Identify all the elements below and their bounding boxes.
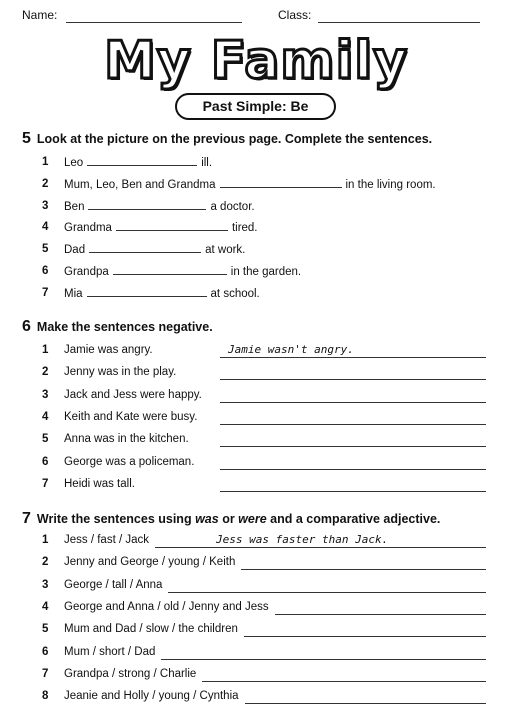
subtitle-badge: Past Simple: Be <box>175 93 336 120</box>
item-number: 7 <box>42 286 49 299</box>
prompt: George / tall / Anna <box>64 578 163 591</box>
item-number: 1 <box>42 156 49 168</box>
sentence-start: Mum, Leo, Ben and Grandma <box>64 178 216 191</box>
sentence <box>64 221 258 234</box>
answer-line[interactable] <box>244 624 486 637</box>
sentence: Jenny was in the play. <box>64 366 177 379</box>
answer-blank[interactable] <box>87 287 207 297</box>
answer-blank[interactable] <box>113 265 227 275</box>
sentence-start: Ben <box>64 200 85 213</box>
prompt: Mum and Dad / slow / the children <box>64 623 238 636</box>
sentence-end: a doctor. <box>210 200 255 213</box>
item-number: 7 <box>42 667 49 680</box>
sentence-end: in the living room. <box>345 178 436 191</box>
example-answer: Jamie wasn't angry. <box>228 343 354 356</box>
sentence-start: Dad <box>64 244 86 257</box>
answer-line[interactable] <box>168 580 486 593</box>
sentence-start: Leo <box>64 157 84 169</box>
sentence <box>64 156 212 169</box>
sentence: Keith and Kate were busy. <box>64 410 198 423</box>
item-number: 4 <box>42 410 49 423</box>
prompt: Mum / short / Dad <box>64 645 156 658</box>
sentence-end: at work. <box>205 244 246 257</box>
answer-line[interactable] <box>202 669 486 682</box>
sentence <box>64 265 301 278</box>
item-number: 6 <box>42 455 49 468</box>
answer-line[interactable] <box>220 457 486 470</box>
answer-line[interactable] <box>220 479 486 492</box>
answer-line[interactable] <box>161 647 486 660</box>
sentence-end: tired. <box>231 222 258 235</box>
answer-line[interactable] <box>220 412 486 425</box>
prompt: Jeanie and Holly / young / Cynthia <box>64 690 239 703</box>
prompt: Jess / fast / Jack <box>64 534 149 546</box>
sentence <box>64 178 436 191</box>
sentence: Anna was in the kitchen. <box>64 433 189 446</box>
sentence-end: in the garden. <box>230 266 302 278</box>
item-number: 1 <box>42 534 49 546</box>
page-title: My Family <box>103 31 409 91</box>
sentence <box>64 243 245 256</box>
item-number: 4 <box>42 600 49 613</box>
section-7-heading: 7 Write the sentences using was or were and a comparative adjective. <box>22 510 441 527</box>
answer-line[interactable] <box>275 602 486 615</box>
item-number: 6 <box>42 645 49 658</box>
sentence-end: ill. <box>201 157 213 169</box>
item-number: 1 <box>42 344 49 356</box>
answer-line[interactable] <box>220 434 486 447</box>
item-number: 3 <box>42 578 49 591</box>
item-number: 7 <box>42 477 49 490</box>
item-number: 5 <box>42 243 49 256</box>
answer-line[interactable] <box>245 691 486 704</box>
item-number: 3 <box>42 199 49 212</box>
sentence-start: Grandpa <box>64 266 109 278</box>
item-number: 3 <box>42 388 49 401</box>
item-number: 2 <box>42 177 49 190</box>
answer-blank[interactable] <box>87 156 197 166</box>
answer-blank[interactable] <box>88 200 206 210</box>
item-number: 6 <box>42 265 49 277</box>
prompt: Grandpa / strong / Charlie <box>64 667 197 680</box>
name-label: Name: <box>22 8 58 22</box>
class-label: Class: <box>278 8 312 22</box>
item-number: 4 <box>42 221 49 234</box>
item-number: 5 <box>42 623 49 636</box>
answer-blank[interactable] <box>116 221 228 231</box>
section-5-heading: 5 Look at the picture on the previous page. Complete the sentences. <box>22 130 433 147</box>
sentence-end: at school. <box>210 287 260 300</box>
sentence: Jack and Jess were happy. <box>64 388 202 401</box>
sentence <box>64 200 255 213</box>
sentence: Heidi was tall. <box>64 477 135 490</box>
answer-line[interactable] <box>241 557 486 570</box>
sentence-start: Mia <box>64 287 83 300</box>
answer-blank[interactable] <box>89 243 201 253</box>
answer-line[interactable] <box>220 390 486 403</box>
item-number: 2 <box>42 556 49 569</box>
sentence: George was a policeman. <box>64 455 195 468</box>
answer-blank[interactable] <box>220 178 342 188</box>
item-number: 2 <box>42 366 49 379</box>
section-6-heading: 6 Make the sentences negative. <box>22 318 213 335</box>
item-number: 8 <box>42 690 49 703</box>
sentence <box>64 287 260 300</box>
answer-line[interactable] <box>220 367 486 380</box>
prompt: Jenny and George / young / Keith <box>64 556 236 569</box>
prompt: George and Anna / old / Jenny and Jess <box>64 600 269 613</box>
item-number: 5 <box>42 433 49 446</box>
sentence-start: Grandma <box>64 222 112 235</box>
example-answer: Jess was faster than Jack. <box>216 533 389 546</box>
sentence: Jamie was angry. <box>64 344 153 356</box>
